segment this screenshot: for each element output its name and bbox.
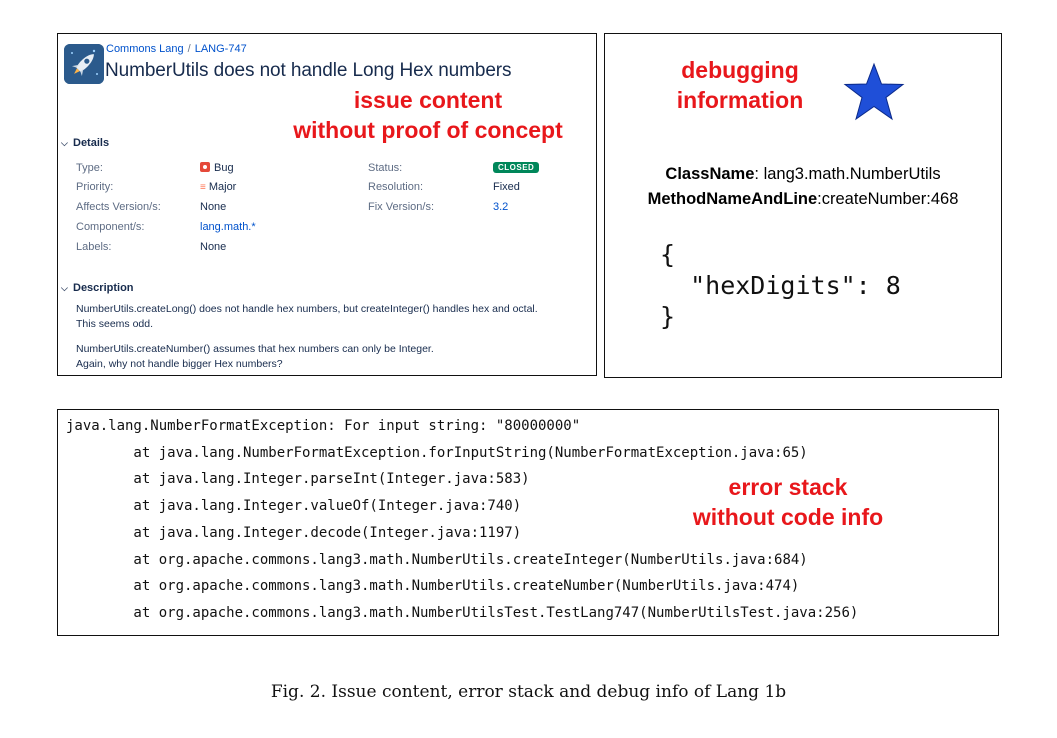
resolution-label: Resolution: [368, 181, 424, 193]
priority-value-text: Major [208, 181, 237, 193]
stack-line: at java.lang.Integer.valueOf(Integer.java:740) [66, 498, 522, 514]
method-line [605, 190, 1001, 209]
stack-annotation [668, 472, 908, 532]
annotation-line: without proof of concept [293, 117, 563, 143]
stack-line: at org.apache.commons.lang3.math.NumberUtilsTest.TestLang747(NumberUtilsTest.java:256) [66, 605, 859, 621]
bug-icon [200, 162, 210, 172]
description-line: NumberUtils.createLong() does not handle hex numbers, but createInteger() handles hex and octal. [76, 303, 538, 315]
issue-title: NumberUtils does not handle Long Hex numbers [105, 60, 512, 81]
json-line: } [660, 302, 676, 331]
breadcrumb-project-link[interactable]: Commons Lang [106, 43, 184, 55]
description-line: Again, why not handle bigger Hex numbers? [76, 358, 283, 370]
labels-value: None [200, 241, 227, 253]
json-line: "hexDigits": 8 [660, 271, 901, 300]
description-heading: Description [73, 282, 134, 294]
classname-label: ClassName [665, 165, 755, 183]
stack-line: at java.lang.Integer.decode(Integer.java:1197) [66, 525, 522, 541]
description-line: This seems odd. [76, 318, 154, 330]
description-section-toggle[interactable] [61, 282, 134, 294]
stack-line: at org.apache.commons.lang3.math.NumberUtils.createNumber(NumberUtils.java:474) [66, 578, 800, 594]
rocket-icon [64, 44, 104, 84]
status-label: Status: [368, 162, 403, 174]
type-value-text: Bug [214, 162, 234, 174]
json-snippet [660, 239, 901, 332]
priority-value [200, 181, 236, 193]
affects-version-label: Affects Version/s: [76, 201, 161, 213]
stack-line: at java.lang.NumberFormatException.forInputString(NumberFormatException.java:65) [66, 445, 808, 461]
annotation-line: issue content [353, 87, 503, 113]
labels-label: Labels: [76, 241, 112, 253]
json-line: { [660, 240, 676, 269]
classname-value: : lang3.math.NumberUtils [754, 165, 941, 183]
error-stack-panel [57, 409, 999, 636]
debug-annotation [645, 55, 835, 115]
breadcrumb-separator: / [187, 43, 191, 55]
figure-caption: Fig. 2. Issue content, error stack and debug info of Lang 1b [270, 682, 787, 702]
breadcrumb [106, 43, 247, 55]
status-badge: CLOSED [493, 162, 539, 173]
stack-line: at org.apache.commons.lang3.math.NumberUtils.createInteger(NumberUtils.java:684) [66, 552, 808, 568]
details-section-toggle[interactable] [61, 137, 109, 149]
breadcrumb-issue-key-link[interactable]: LANG-747 [194, 43, 247, 55]
stack-line: at java.lang.Integer.parseInt(Integer.java:583) [66, 471, 530, 487]
fix-version-link[interactable]: 3.2 [493, 201, 509, 213]
type-label: Type: [76, 162, 103, 174]
annotation-line: without code info [692, 504, 884, 530]
details-heading: Details [73, 137, 110, 149]
method-label: MethodNameAndLine [647, 190, 818, 208]
star-icon [843, 62, 905, 122]
chevron-down-icon: ⌵ [61, 138, 68, 148]
type-value [200, 162, 234, 174]
annotation-line: information [676, 87, 804, 113]
priority-label: Priority: [76, 181, 114, 193]
resolution-value: Fixed [493, 181, 520, 193]
annotation-line: error stack [728, 474, 848, 500]
chevron-down-icon: ⌵ [61, 283, 68, 293]
major-priority-icon: ≡ [200, 182, 206, 193]
affects-version-value: None [200, 201, 227, 213]
method-value: :createNumber:468 [817, 190, 959, 208]
component-label: Component/s: [76, 221, 145, 233]
issue-panel [57, 33, 597, 376]
issue-annotation [265, 85, 591, 145]
stack-line: java.lang.NumberFormatException: For input string: "80000000" [66, 418, 581, 434]
component-link[interactable]: lang.math.* [200, 221, 256, 233]
classname-line [605, 165, 1001, 184]
description-line: NumberUtils.createNumber() assumes that hex numbers can only be Integer. [76, 343, 434, 355]
annotation-line: debugging [681, 57, 799, 83]
debug-info-panel [604, 33, 1002, 378]
fix-version-label: Fix Version/s: [368, 201, 435, 213]
